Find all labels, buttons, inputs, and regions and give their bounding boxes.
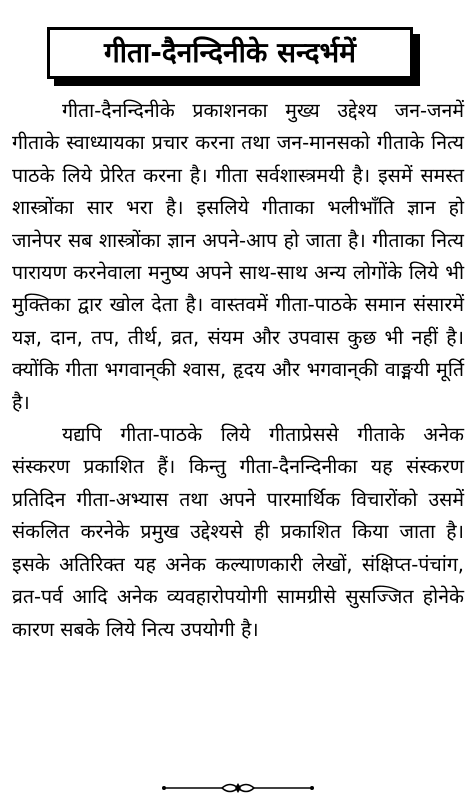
flourish-divider-icon [160,781,316,795]
paragraph-2: यद्यपि गीता-पाठके लिये गीताप्रेससे गीताके अनेक संस्करण प्रकाशित हैं। किन्तु गीता-दैनन्दिनीका यह संस्करण प्रतिदिन गीता-अभ्यास तथा अपने पारमार्थिक विचारोंको उसमें संकलित करनेके प्रमुख उद्देश्यसे ही प्रकाशित किया जाता है। इसके अतिरिक्त यह अनेक कल्याणकारी लेखों, संक्षिप्त-पंचांग, व्रत-पर्व आदि अनेक व्यवहारोपयोगी सामग्रीसे सुसज्जित होनेके कारण सबके लिये नित्य उपयोगी है। [12,423,464,641]
paragraph-1: गीता-दैनन्दिनीके प्रकाशनका मुख्य उद्देश्य जन-जनमें गीताके स्वाध्यायका प्रचार करना तथा जन-मानसको गीताके नित्य पाठके लिये प्रेरित करना है। गीता सर्वशास्त्रमयी है। इसमें समस्त शास्त्रोंका सार भरा है। इसलिये गीताका भलीभाँति ज्ञान हो जानेपर सब शास्त्रोंका ज्ञान अपने-आप हो जाता है। गीताका नित्य पारायण करनेवाला मनुष्य अपने साथ-साथ अन्य लोगोंके लिये भी मुक्तिका द्वार खोल देता है। वास्तवमें गीता-पाठके समान संसारमें यज्ञ, दान, तप, तीर्थ, व्रत, संयम और उपवास कुछ भी नहीं है। क्योंकि गीता भगवान्‌की श्वास, हृदय और भगवान्‌की वाङ्मयी मूर्ति है। [12,99,464,414]
heading-box [47,27,413,79]
page-title: गीता-दैनन्दिनीके सन्दर्भमें [104,36,356,69]
body-text [12,95,464,646]
